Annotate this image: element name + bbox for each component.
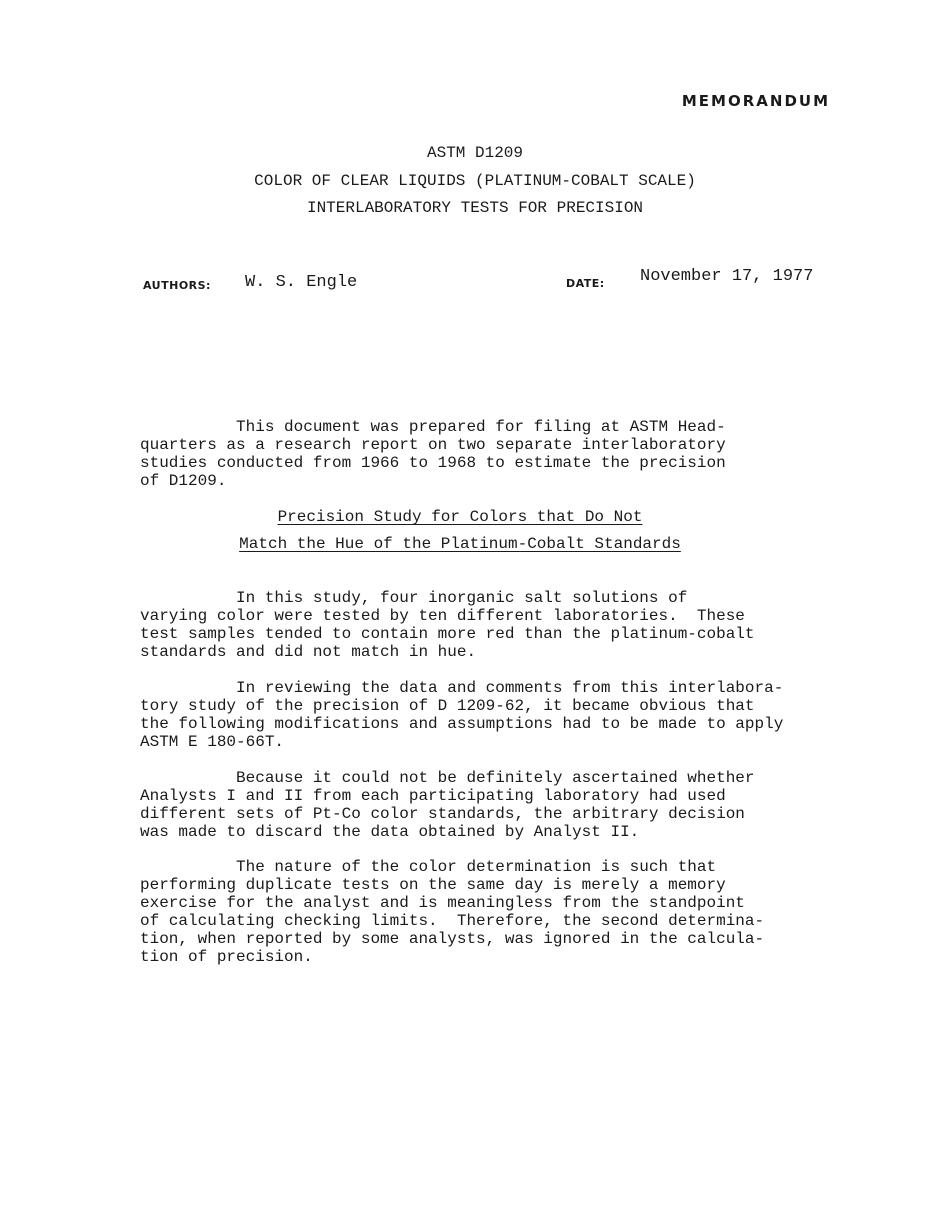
- document-title-sub: INTERLABORATORY TESTS FOR PRECISION: [306, 199, 644, 217]
- body-paragraph-1: In this study, four inorganic salt solutions of varying color were tested by ten different laboratories. These test samples tended to contain more red than the platinum-cobalt standards and did not match in hue.: [140, 589, 755, 661]
- body-paragraph-4: The nature of the color determination is such that performing duplicate tests on the same day is merely a memory exercise for the analyst and is meaningless from the standpoint of calculating checking limits. Therefore, the second determina- tion, when reported by some analysts, was ignored in the calcula- tion of precision.: [140, 858, 765, 966]
- body-paragraph-3: Because it could not be definitely ascertained whether Analysts I and II from each participating laboratory had used different sets of Pt-Co color standards, the arbitrary decision was made to discard the data obtained by Analyst II.: [140, 769, 755, 841]
- section-heading-line-1: [0, 508, 920, 526]
- date-value: November 17, 1977: [640, 267, 814, 286]
- date-label: DATE:: [566, 277, 605, 290]
- section-heading-text-2: Match the Hue of the Platinum-Cobalt Standards: [239, 535, 681, 553]
- body-paragraph-2: In reviewing the data and comments from this interlabora- tory study of the precision of D 1209-62, it became obvious that the following modifications and assumptions had to be made to apply ASTM E 180-66T.: [140, 679, 784, 751]
- authors-label: AUTHORS:: [143, 279, 211, 292]
- section-heading-line-2: [0, 535, 920, 553]
- memorandum-label: MEMORANDUM: [681, 92, 830, 110]
- document-title-main: COLOR OF CLEAR LIQUIDS (PLATINUM-COBALT SCALE): [254, 172, 696, 190]
- intro-paragraph: This document was prepared for filing at ASTM Head- quarters as a research report on two separate interlaboratory studies conducted from 1966 to 1968 to estimate the precision of D1209.: [140, 418, 726, 490]
- authors-value: W. S. Engle: [245, 273, 358, 292]
- section-heading-text-1: Precision Study for Colors that Do Not: [277, 508, 643, 526]
- document-title-code: ASTM D1209: [426, 144, 523, 162]
